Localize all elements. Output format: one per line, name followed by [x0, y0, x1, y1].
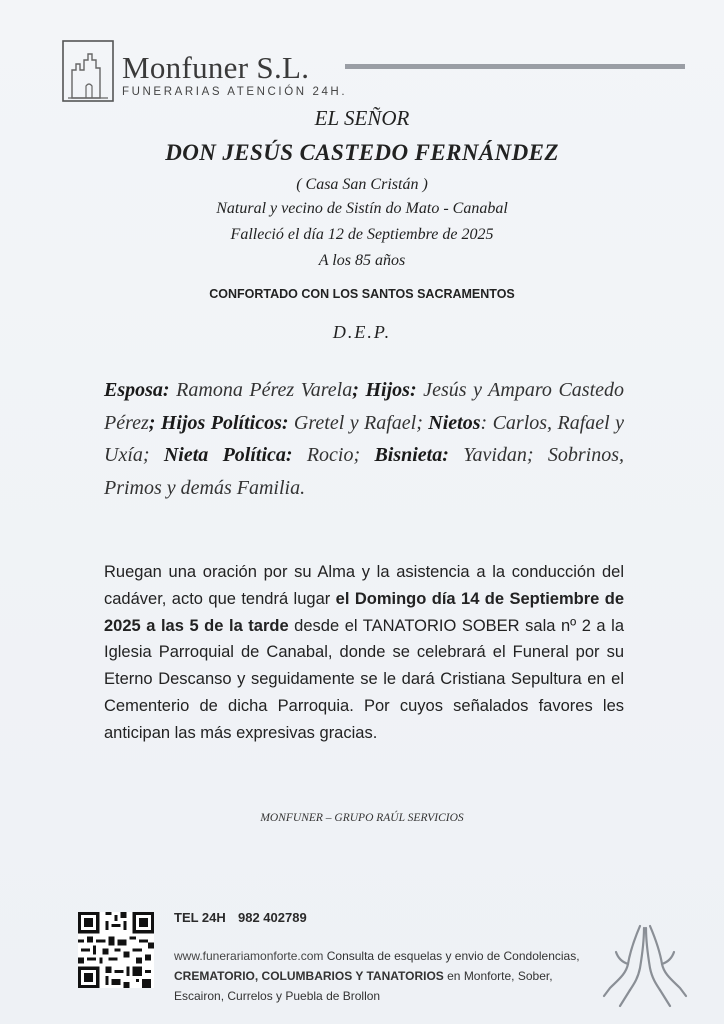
origin-line: Natural y vecino de Sistín do Mato - Canabal	[216, 200, 508, 217]
website-link[interactable]: www.funerariamonforte.com	[174, 949, 324, 963]
sacraments-line: CONFORTADO CON LOS SANTOS SACRAMENTOS	[209, 287, 515, 301]
house-name: ( Casa San Cristán )	[296, 176, 428, 193]
tel-number[interactable]: 982 402789	[238, 910, 307, 925]
signature-line: MONFUNER – GRUPO RAÚL SERVICIOS	[260, 812, 464, 824]
tel-label: TEL 24H	[174, 910, 226, 925]
ceremony-text-1: Ruegan una oración por su Alma y la asistencia a la conducción del cadáver, acto que tendrá lugar	[104, 563, 624, 608]
brand-name: Monfuner S.L.	[122, 50, 310, 85]
header-rule	[345, 64, 685, 69]
granddaughter-inlaw-label: Nieta Política:	[149, 444, 293, 466]
footer-services: CREMATORIO, COLUMBARIOS Y TANATORIOS	[174, 969, 444, 983]
great-granddaughter-names: Yavidan; Sobrinos, Primos y demás Familia.	[104, 444, 624, 499]
deceased-name: DON JESÚS CASTEDO FERNÁNDEZ	[165, 140, 559, 165]
ceremony-text-2: desde el TANATORIO SOBER sala nº 2 a la Iglesia Parroquial de Canabal, donde se celebrará el Funeral por su Eterno Descanso y seguidamente se le dará Cristiana Sepultura en el Cementerio de dicha Parroquia. Por cuyos señalados favores les anticipan las más expresivas gracias.	[104, 616, 624, 742]
castle-tower-logo-icon	[62, 40, 114, 102]
brand-tagline: FUNERARIAS ATENCIÓN 24H.	[122, 86, 348, 98]
grandchildren-label: Nietos	[422, 411, 481, 434]
children-label: ; Hijos:	[352, 379, 417, 401]
praying-hands-icon	[600, 918, 692, 1010]
qr-code-icon[interactable]	[78, 912, 154, 988]
age-line: A los 85 años	[318, 252, 406, 269]
inlaws-label: ; Hijos Políticos:	[148, 411, 289, 434]
dep-line: D.E.P.	[332, 322, 392, 342]
footer-text-1: Consulta de esquelas y envio de Condolencias,	[323, 949, 580, 963]
death-date-line: Falleció el día 12 de Septiembre de 2025	[230, 226, 494, 243]
great-granddaughter-label: Bisnieta:	[360, 444, 449, 466]
spouse-label: Esposa:	[104, 379, 170, 401]
title-el-senor: EL SEÑOR	[314, 106, 410, 130]
spouse-name: Ramona Pérez Varela	[169, 379, 353, 401]
family-paragraph	[104, 374, 624, 504]
granddaughter-inlaw-name: Rocio;	[292, 444, 361, 466]
footer-text	[174, 946, 594, 1006]
inlaws-names: Gretel y Rafael;	[288, 411, 423, 434]
footer-text-2: en Monforte, Sober, Escairon, Currelos y Puebla de Brollon	[174, 969, 553, 1003]
ceremony-paragraph	[104, 559, 624, 747]
children-names: Jesús y Amparo Castedo Pérez	[104, 379, 625, 434]
grandchildren-names: : Carlos, Rafael y Uxía;	[104, 411, 624, 466]
ceremony-datetime: el Domingo día 14 de Septiembre de 2025 a las 5 de la tarde	[104, 589, 624, 635]
